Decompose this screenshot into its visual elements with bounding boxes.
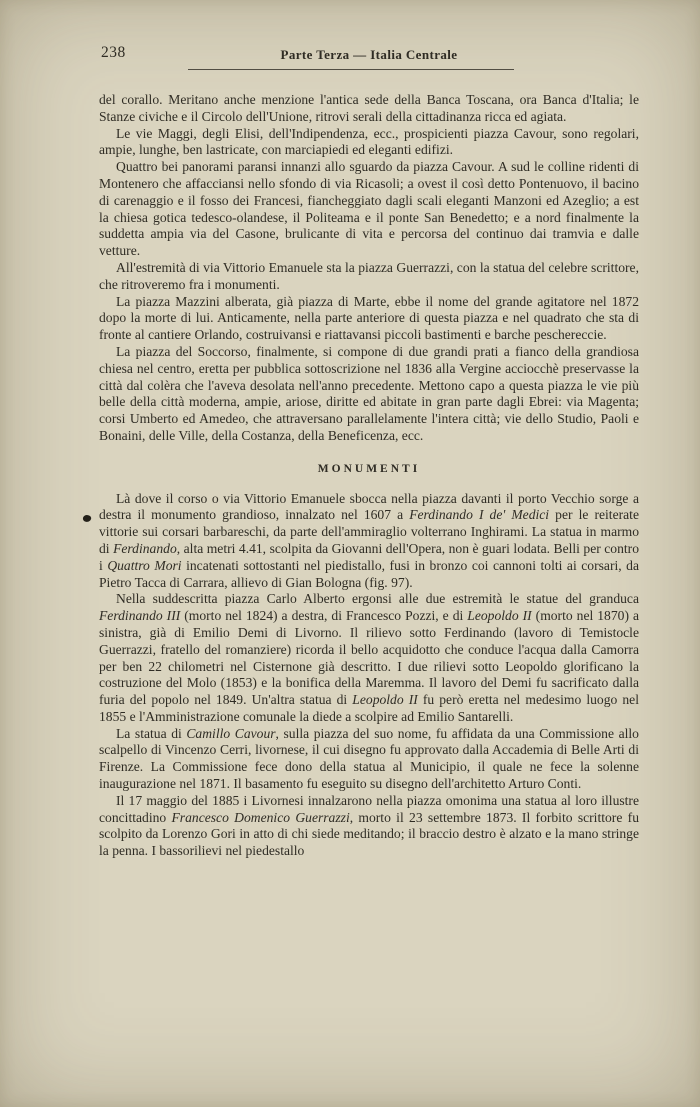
- body-text-run: Le vie Maggi, degli Elisi, dell'Indipendenza, ecc., prospicienti piazza Cavour, sono regolari, ampie, lunghe, ben lastricate, con marciapiedi ed eleganti edifizi.: [99, 125, 639, 158]
- paragraph: [99, 260, 639, 294]
- italic-text: Ferdinando I de' Medici: [409, 507, 550, 523]
- body-text-run: Nella suddescritta piazza Carlo Alberto ergonsi alle due estremità le statue del granduca: [116, 591, 639, 607]
- body-text-run: fu però eretta nel medesimo luogo nel 1855 e l'Amministrazione comunale la diede a scolpire ad Emilio Santarelli.: [99, 692, 639, 724]
- paragraph: [99, 294, 639, 344]
- paragraph: [99, 126, 639, 160]
- paragraph: [99, 591, 639, 725]
- scan-speck: [82, 514, 92, 523]
- paragraph: [99, 344, 639, 445]
- body-text-run: All'estremità di via Vittorio Emanuele sta la piazza Guerrazzi, con la statua del celebre scrittore, che ritroveremo fra i monumenti.: [99, 259, 639, 292]
- section-heading: MONUMENTI: [317, 462, 421, 475]
- body-text-run: , sulla piazza del suo nome, fu affidata da una Commissione allo scalpello di Vincenzo Cerri, livornese, il cui disegno fu approvato dalla Accademia di Belle Arti di Firenze. La Commissione fece dono della statua al Municipio, il quale ne fece la solenne inaugurazione nel 1871. Il basamento fu eseguito su disegno dell'architetto Arturo Conti.: [99, 725, 639, 792]
- running-title: Parte Terza — Italia Centrale: [280, 47, 458, 62]
- page-body: [99, 92, 639, 860]
- body-text-run: Il 17 maggio del 1885 i Livornesi innalzarono nella piazza omonima una statua al loro illustre concittadino: [99, 792, 639, 825]
- body-text-run: La piazza Mazzini alberata, già piazza di Marte, ebbe il nome del grande agitatore nel 1872 dopo la morte di lui. Anticamente, nella parte anteriore di questa piazza e nel quadrato che sta di fronte al cantiere Orlando, costruivansi e riattavansi piccoli bastimenti e barche peschereccie.: [99, 293, 639, 343]
- paragraph: [99, 92, 639, 126]
- page-header: [99, 44, 639, 68]
- header-rule: [188, 69, 514, 70]
- body-text-run: , morto il 23 settembre 1873. Il forbito scrittore fu scolpito da Lorenzo Gori in atto di chi siede meditando; il braccio destro è alzato e la mano stringe la penna. I bassorilievi nel piedestallo: [99, 809, 639, 859]
- italic-text: Quattro Mori: [107, 557, 182, 573]
- paragraph: [99, 726, 639, 793]
- body-text-run: La statua di: [116, 725, 187, 741]
- body-text-run: (morto nel 1824) a destra, di Francesco Pozzi, e di: [180, 608, 468, 624]
- body-text-run: (morto nel 1870) a sinistra, già di Emilio Demi di Livorno. Il rilievo sotto Ferdinando (lavoro di Temistocle Guerrazzi, fratello del romanziere) ricorda il bello acquidotto che conduce l'acqua dalla Camorra per ben 22 chilometri nel Cisternone già descritto. I due rilievi sotto Leopoldo glorificano la costruzione del Molo (1853) e la bonifica della Maremma. Il lavoro del Demi fu sacrificato dalla furia del popolo nel 1849. Un'altra statua di: [99, 608, 639, 708]
- body-text-run: , alta metri 4.41, scolpita da Giovanni dell'Opera, non è guari lodata. Belli per contro i: [99, 540, 639, 573]
- italic-text: Francesco Domenico Guerrazzi: [171, 809, 350, 825]
- body-text-run: per le reiterate vittorie sui corsari barbareschi, da parte dell'ammiraglio volterrano Inghirami. La statua in marmo di: [99, 507, 639, 556]
- italic-text: Leopoldo II: [467, 608, 532, 624]
- body-text-run: Là dove il corso o via Vittorio Emanuele sbocca nella piazza davanti il porto Vecchio sorge a destra il monumento grandioso, innalzato nel 1607 a: [99, 490, 639, 523]
- italic-text: Ferdinando: [113, 540, 177, 556]
- paragraph: [99, 491, 639, 592]
- body-text-run: incatenati sottostanti nel piedistallo, fusi in bronzo coi cannoni tolti ai corsari, da Pietro Tacca di Carrara, allievo di Gian Bologna (fig. 97).: [99, 557, 639, 590]
- paragraph: [99, 159, 639, 260]
- italic-text: Ferdinando III: [99, 608, 181, 624]
- italic-text: Leopoldo II: [352, 692, 418, 708]
- paragraph: [99, 793, 639, 860]
- body-text-run: del corallo. Meritano anche menzione l'antica sede della Banca Toscana, ora Banca d'Italia; le Stanze civiche e il Circolo dell'Unione, ritrovi serali della cittadinanza ricca ed agiata.: [99, 92, 639, 124]
- italic-text: Camillo Cavour: [186, 725, 276, 741]
- body-text-run: La piazza del Soccorso, finalmente, si compone di due grandi prati a fianco della grandiosa chiesa nel centro, eretta per pubblica sottoscrizione nel 1836 alla Vergine acciocchè preservasse la città dal colèra che l'aveva desolata nell'anno precedente. Mettono capo a questa piazza le vie più belle della città moderna, ampie, ariose, diritte ed abitate in gran parte dagli Ebrei: via Magenta; corsi Umberto ed Amedeo, che attraversano parallelamente l'intera città; vie dello Studio, Paoli e Bonaini, delle Ville, della Costanza, della Beneficenza, ecc.: [99, 343, 639, 443]
- page-number: 238: [101, 44, 126, 61]
- body-text-run: Quattro bei panorami paransi innanzi allo sguardo da piazza Cavour. A sud le colline ridenti di Montenero che affacciansi nello sfondo di via Ricasoli; a ovest il così detto Pontenuovo, il bacino di carenaggio e il fosso dei Francesi, fiancheggiato dagli scali eleganti Manzoni ed Azeglio; a est la chiesa gotica tedesco-olandese, il Politeama e il ponte San Benedetto; e a nord finalmente la suddetta ampia via del Casone, brulicante di vita e percorsa del continuo dai tramvia e dalle vetture.: [99, 159, 639, 259]
